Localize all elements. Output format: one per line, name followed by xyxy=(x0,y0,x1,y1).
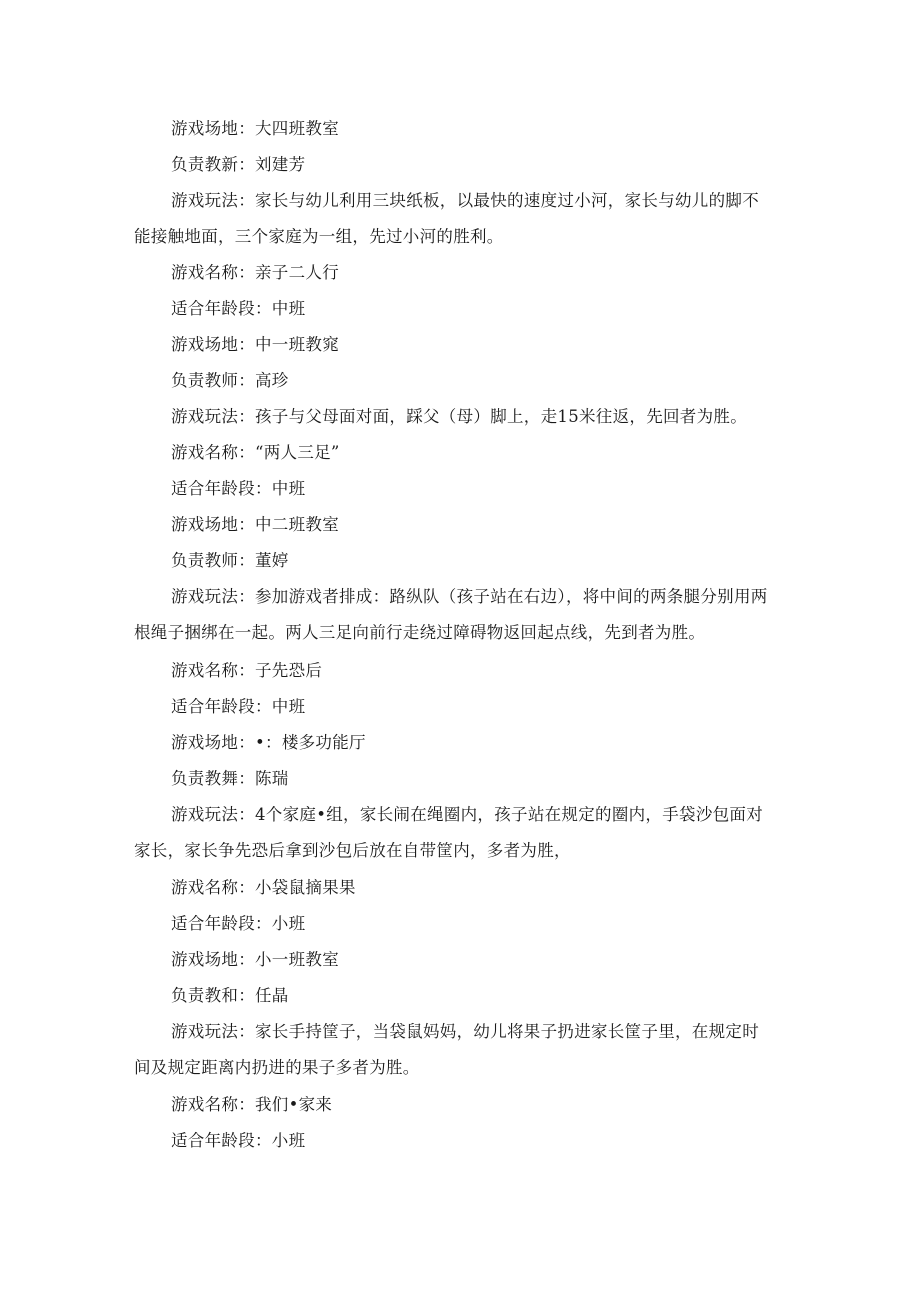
game-name-line: 游戏名称：“两人三足” xyxy=(171,443,340,462)
age-group-line: 适合年龄段：小班 xyxy=(171,914,306,933)
venue-line: 游戏场地：大四班教室 xyxy=(171,119,339,138)
gameplay-paragraph: 游戏玩法：4个家庭•组，家长闹在绳圈内，孩子站在规定的圈内，手袋沙包面对家长，家长争先恐后拿到沙包后放在自带筐内，多者为胜， xyxy=(134,805,764,860)
age-group-line: 适合年龄段：中班 xyxy=(171,697,306,716)
teacher-line: 负责教和：任晶 xyxy=(171,986,289,1005)
venue-line: 游戏场地：•：楼多功能厅 xyxy=(171,733,366,752)
venue-line: 游戏场地：中二班教室 xyxy=(171,515,339,534)
teacher-line: 负责教师：高珍 xyxy=(171,371,289,390)
teacher-line: 负责教师：董婷 xyxy=(171,551,289,570)
gameplay-paragraph: 游戏玩法：家长与幼儿利用三块纸板，以最快的速度过小河，家长与幼儿的脚不能接触地面，三个家庭为一组，先过小河的胜利。 xyxy=(134,191,759,246)
age-group-line: 适合年龄段：小班 xyxy=(171,1131,306,1150)
age-group-line: 适合年龄段：中班 xyxy=(171,299,306,318)
gameplay-paragraph: 游戏玩法：家长手持筐子，当袋鼠妈妈，幼儿将果子扔进家长筐子里，在规定时间及规定距离内扔进的果子多者为胜。 xyxy=(134,1022,759,1077)
game-name-line: 游戏名称：小袋鼠摘果果 xyxy=(171,878,356,897)
venue-line: 游戏场地：小一班教室 xyxy=(171,950,339,969)
teacher-line: 负责教舞：陈瑞 xyxy=(171,769,289,788)
gameplay-paragraph: 游戏玩法：参加游戏者排成：路纵队（孩子站在右边），将中间的两条腿分别用两根绳子捆绑在一起。两人三足向前行走绕过障碍物返回起点线，先到者为胜。 xyxy=(134,587,768,642)
venue-line: 游戏场地：中一班教窕 xyxy=(171,335,339,354)
age-group-line: 适合年龄段：中班 xyxy=(171,479,306,498)
game-name-line: 游戏名称：子先恐后 xyxy=(171,661,323,680)
gameplay-paragraph: 游戏玩法：孩子与父母面对面，踩父（母）脚上，走15米往返，先回者为胜。 xyxy=(171,407,747,426)
game-name-line: 游戏名称：我们•家来 xyxy=(171,1095,333,1114)
teacher-line: 负责教新：刘建芳 xyxy=(171,155,306,174)
game-name-line: 游戏名称：亲子二人行 xyxy=(171,263,339,282)
